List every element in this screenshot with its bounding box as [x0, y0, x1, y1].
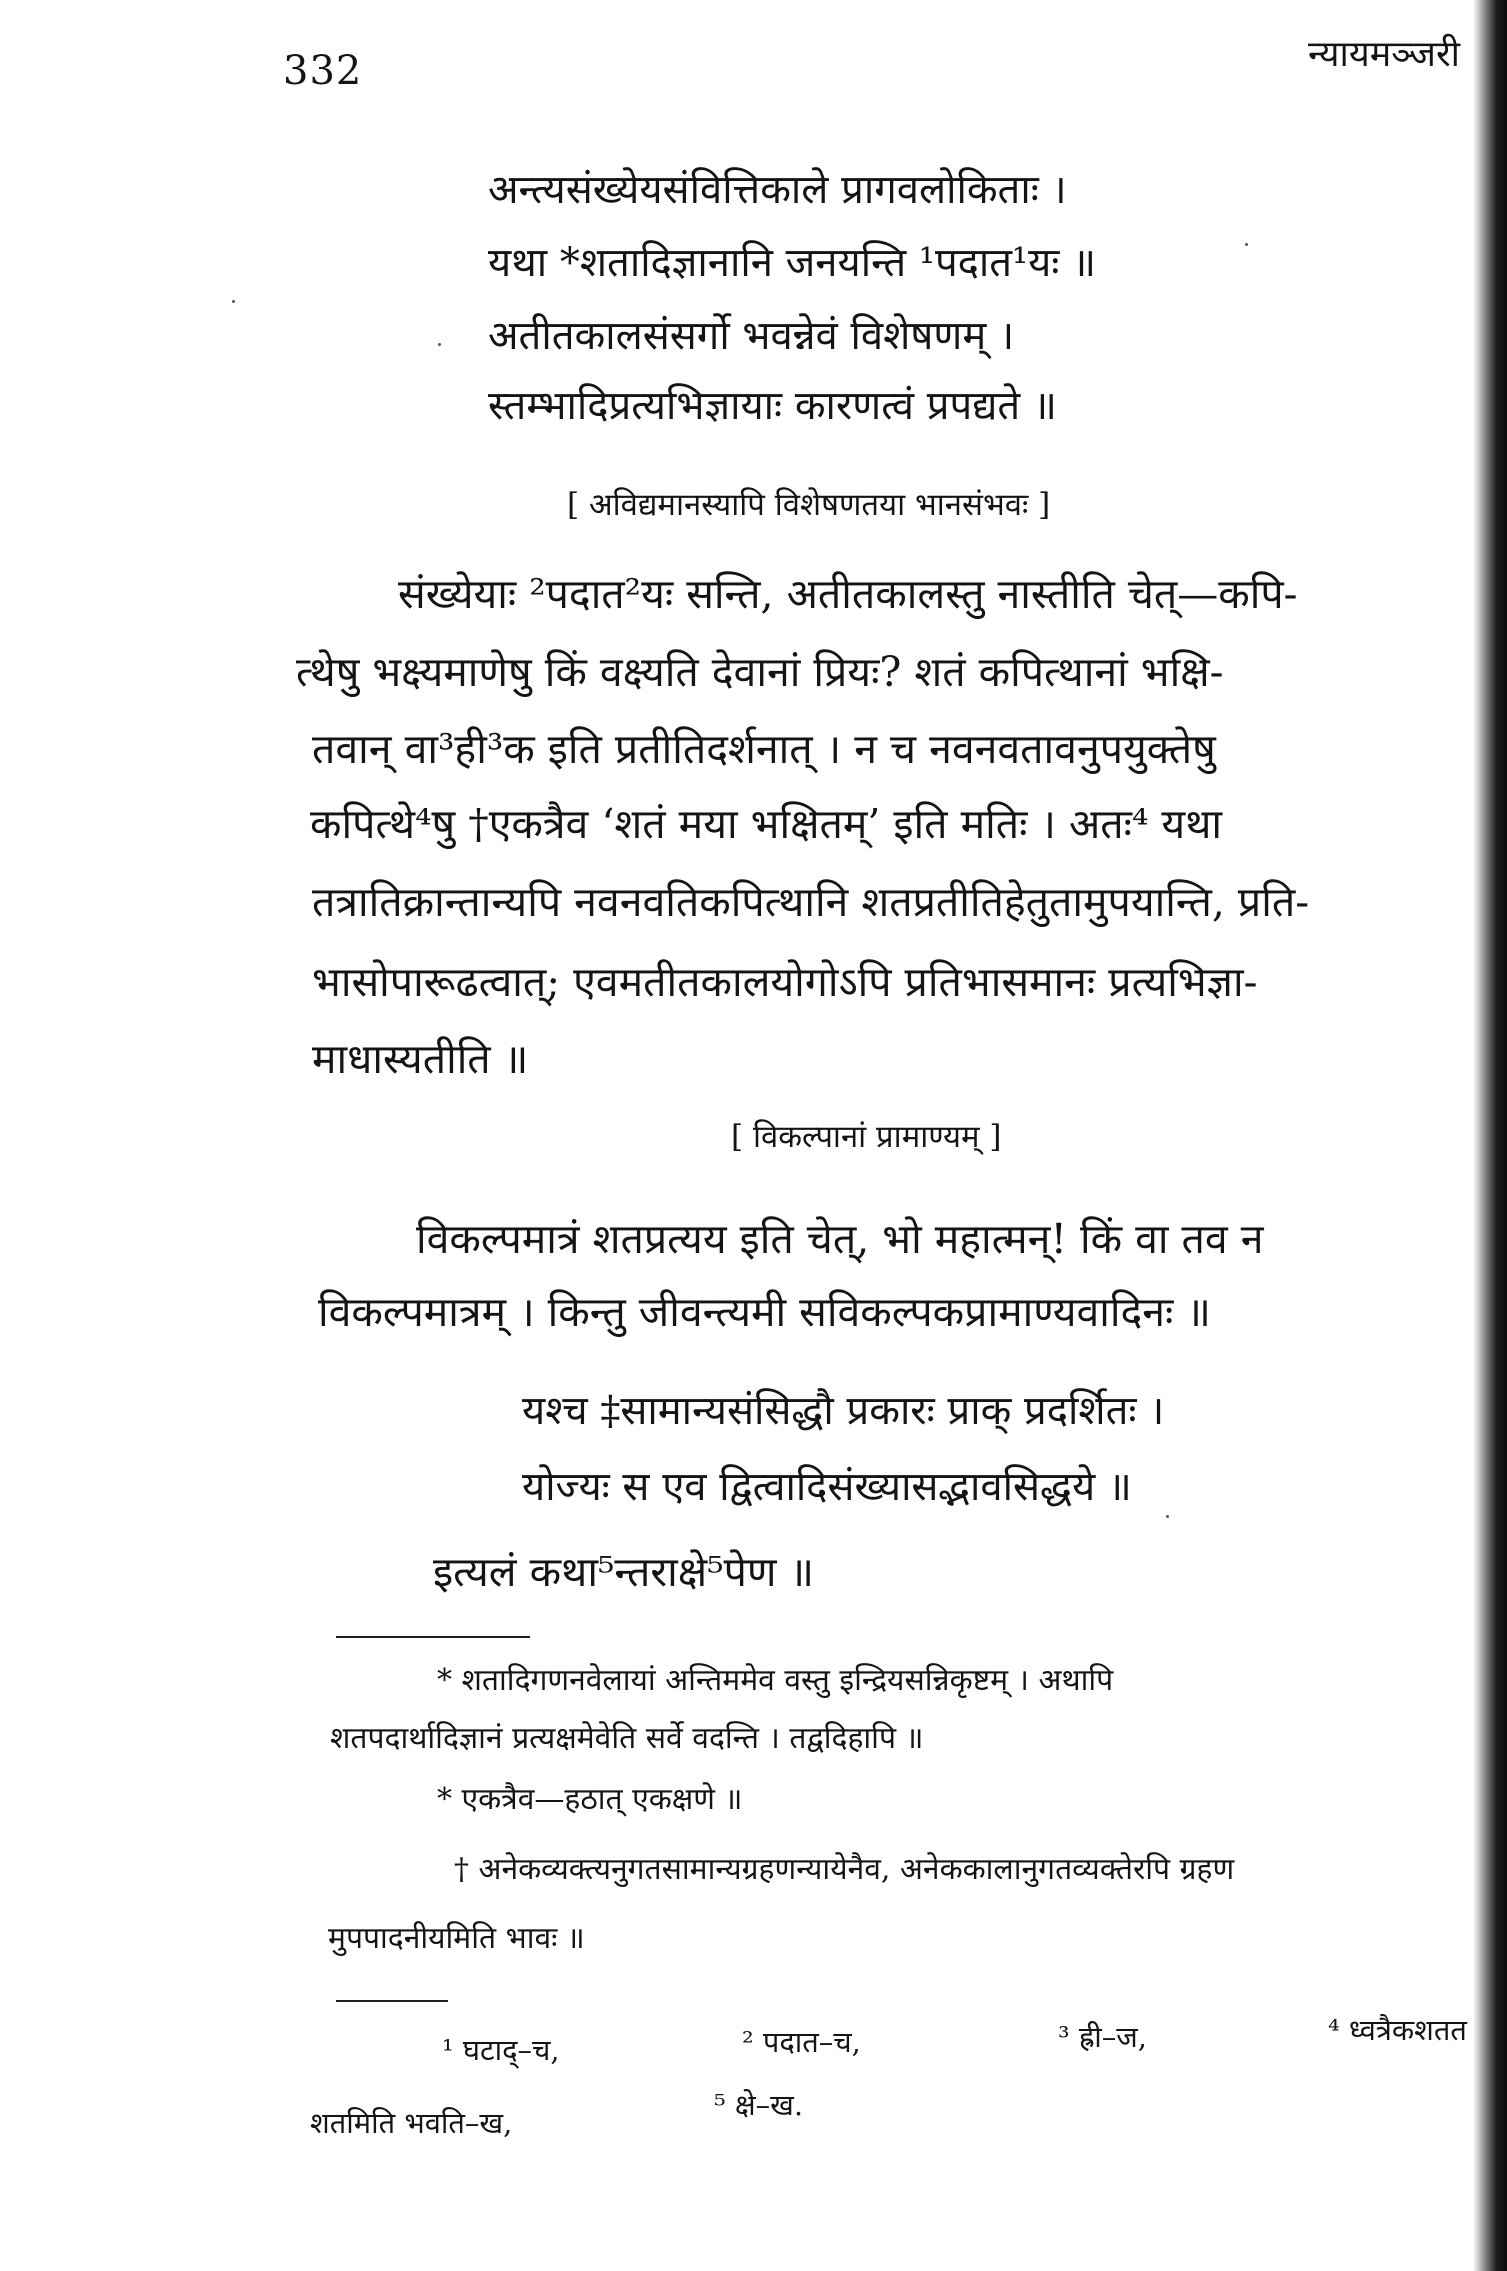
binding-edge — [1473, 0, 1507, 2271]
prose-line: त्थेषु भक्ष्यमाणेषु किं वक्ष्यति देवानां प्रियः? शतं कपित्थानां भक्षि- — [296, 648, 1224, 696]
prose-line: विकल्पमात्रम् । किन्तु जीवन्त्यमी सविकल्पकप्रामाण्यवादिनः ॥ — [318, 1288, 1211, 1336]
section-heading: [ अविद्यमानस्यापि विशेषणतया भानसंभवः ] — [567, 487, 1051, 523]
running-head: न्यायमञ्जरी — [1308, 34, 1460, 75]
variant-reading: ² पदात–च, — [742, 2025, 861, 2059]
scan-speck — [438, 343, 441, 346]
prose-line: भासोपारूढत्वात्; एवमतीतकालयोगोऽपि प्रतिभासमानः प्रत्यभिज्ञा- — [312, 958, 1258, 1006]
verse-line: अन्त्यसंख्येयसंवित्तिकाले प्रागवलोकिताः । — [488, 167, 1067, 213]
scan-speck — [232, 300, 235, 303]
verse-line: योज्यः स एव द्वित्वादिसंख्यासद्भावसिद्धये ॥ — [522, 1464, 1132, 1510]
footnote-line: * एकत्रैव—हठात् एकक्षणे ॥ — [437, 1782, 743, 1817]
variant-reading: ⁴ ध्वत्रैकशतत — [1328, 2013, 1467, 2047]
prose-line: तवान् वा³ही³क इति प्रतीतिदर्शनात् । न च नवनवतावनुपयुक्तेषु — [312, 725, 1216, 773]
footnote-line: † अनेकव्यक्त्यनुगतसामान्यग्रहणन्यायेनैव, अनेककालानुगतव्यक्तेरपि ग्रहण — [454, 1852, 1235, 1887]
variant-reading: शतमिति भवति–ख, — [310, 2106, 513, 2140]
closing-line: इत्यलं कथा⁵न्तराक्षे⁵पेण ॥ — [433, 1548, 815, 1596]
variant-reading: ⁵ क्षे–ख. — [714, 2088, 804, 2122]
scan-speck — [1245, 243, 1248, 246]
prose-line: माधास्यतीति ॥ — [312, 1035, 529, 1083]
prose-line: तत्रातिक्रान्तान्यपि नवनवतिकपित्थानि शतप्रतीतिहेतुतामुपयान्ति, प्रति- — [312, 878, 1310, 926]
footnote-rule — [336, 1636, 530, 1638]
variant-rule — [336, 2000, 448, 2002]
scan-speck — [1166, 1515, 1169, 1518]
page-number: 332 — [283, 48, 363, 94]
verse-line: यश्च ‡सामान्यसंसिद्धौ प्रकारः प्राक् प्रदर्शितः । — [522, 1388, 1165, 1434]
prose-line: कपित्थे⁴षु †एकत्रैव ‘शतं मया भक्षितम्’ इति मतिः । अतः⁴ यथा — [310, 800, 1223, 848]
section-heading: [ विकल्पानां प्रामाण्यम् ] — [731, 1119, 1002, 1155]
footnote-line: मुपपादनीयमिति भावः ॥ — [328, 1921, 585, 1956]
variant-reading: ³ ह्री–ज, — [1058, 2020, 1147, 2054]
footnote-line: शतपदार्थादिज्ञानं प्रत्यक्षमेवेति सर्वे वदन्ति । तद्वदिहापि ॥ — [330, 1721, 924, 1756]
footnote-line: * शतादिगणनवेलायां अन्तिममेव वस्तु इन्द्रियसन्निकृष्टम् । अथापि — [437, 1663, 1114, 1698]
verse-line: स्तम्भादिप्रत्यभिज्ञायाः कारणत्वं प्रपद्यते ॥ — [488, 383, 1057, 429]
verse-line: अतीतकालसंसर्गो भवन्नेवं विशेषणम् । — [488, 313, 1015, 359]
variant-reading: ¹ घटाद्–च, — [442, 2033, 560, 2067]
prose-line: विकल्पमात्रं शतप्रत्यय इति चेत्, भो महात्मन्! किं वा तव न — [416, 1215, 1264, 1263]
prose-line: संख्येयाः ²पदात²यः सन्ति, अतीतकालस्तु नास्तीति चेत्—कपि- — [398, 570, 1298, 618]
verse-line: यथा *शतादिज्ञानानि जनयन्ति ¹पदात¹यः ॥ — [488, 240, 1097, 286]
